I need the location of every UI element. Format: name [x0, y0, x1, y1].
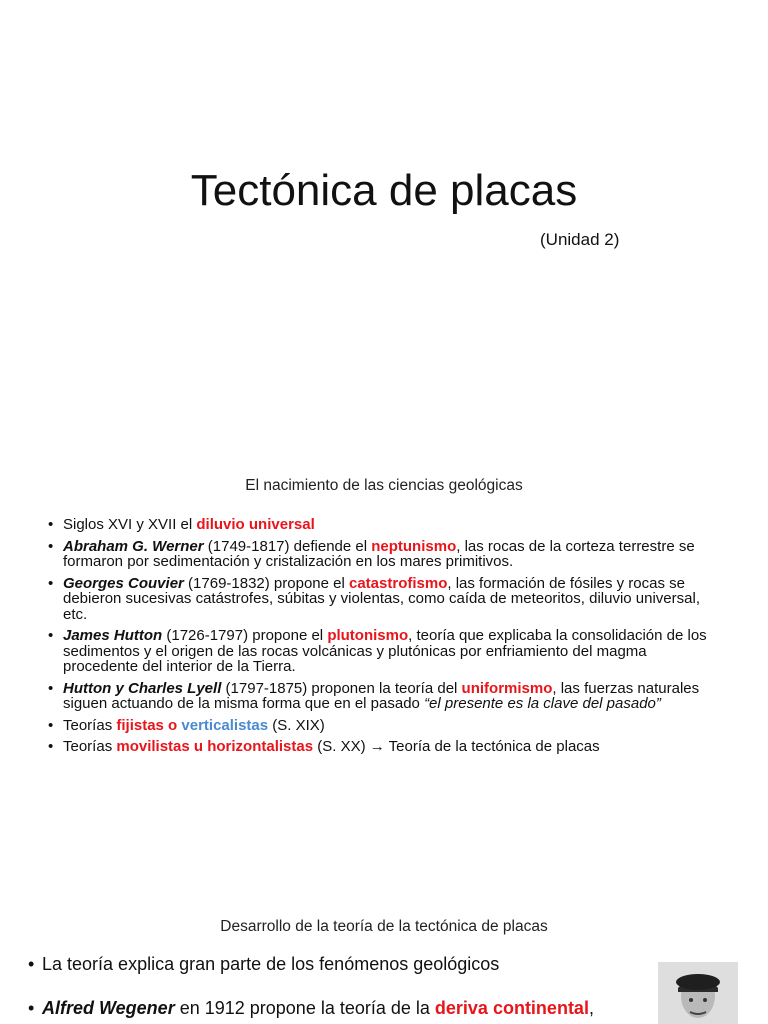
list-item: • La teoría explica gran parte de los fenómenos geológicos [28, 953, 628, 975]
page-title: Tectónica de placas [190, 166, 578, 215]
list-item: • Teorías fijistas o verticalistas (S. XIX) [48, 718, 720, 734]
portrait-image [658, 962, 738, 1024]
list-item: • James Hutton (1726-1797) propone el plutonismo, teoría que explicaba la consolidación de los sedimentos y el origen de las rocas volcánicas y plutónicas por enfriamiento del magma procedente del interior de la Tierra. [48, 628, 720, 675]
arrow-right-icon: → [369, 738, 385, 755]
list-item: • Teorías movilistas u horizontalistas (S. XX) → Teoría de la tectónica de placas [48, 739, 720, 755]
history-slide [0, 445, 768, 885]
list-item: • Siglos XVI y XVII el diluvio universal [48, 517, 720, 533]
title-slide [0, 0, 768, 440]
slide-heading: El nacimiento de las ciencias geológicas [245, 477, 523, 494]
list-item: • Hutton y Charles Lyell (1797-1875) proponen la teoría del uniformismo, las fuerzas naturales siguen actuando de la misma forma que en el pasado “el presente es la clave del pasado” [48, 681, 720, 712]
portrait-photo [658, 962, 738, 1024]
slide-heading: Desarrollo de la teoría de la tectónica de placas [220, 918, 548, 935]
list-item: • Alfred Wegener en 1912 propone la teoría de la deriva continental, [28, 997, 628, 1019]
bullet-list [48, 517, 720, 761]
list-item: • Georges Couvier (1769-1832) propone el catastrofismo, las formación de fósiles y rocas se debieron sucesivas catástrofes, súbitas y violentas, como caída de meteoritos, diluvio universal, etc. [48, 576, 720, 623]
bullet-list [28, 953, 628, 1024]
development-slide [0, 890, 768, 1024]
page-subtitle: (Unidad 2) [540, 230, 620, 249]
list-item: • Abraham G. Werner (1749-1817) defiende el neptunismo, las rocas de la corteza terrestre se formaron por sedimentación y cristalización en los mares primitivos. [48, 539, 720, 570]
